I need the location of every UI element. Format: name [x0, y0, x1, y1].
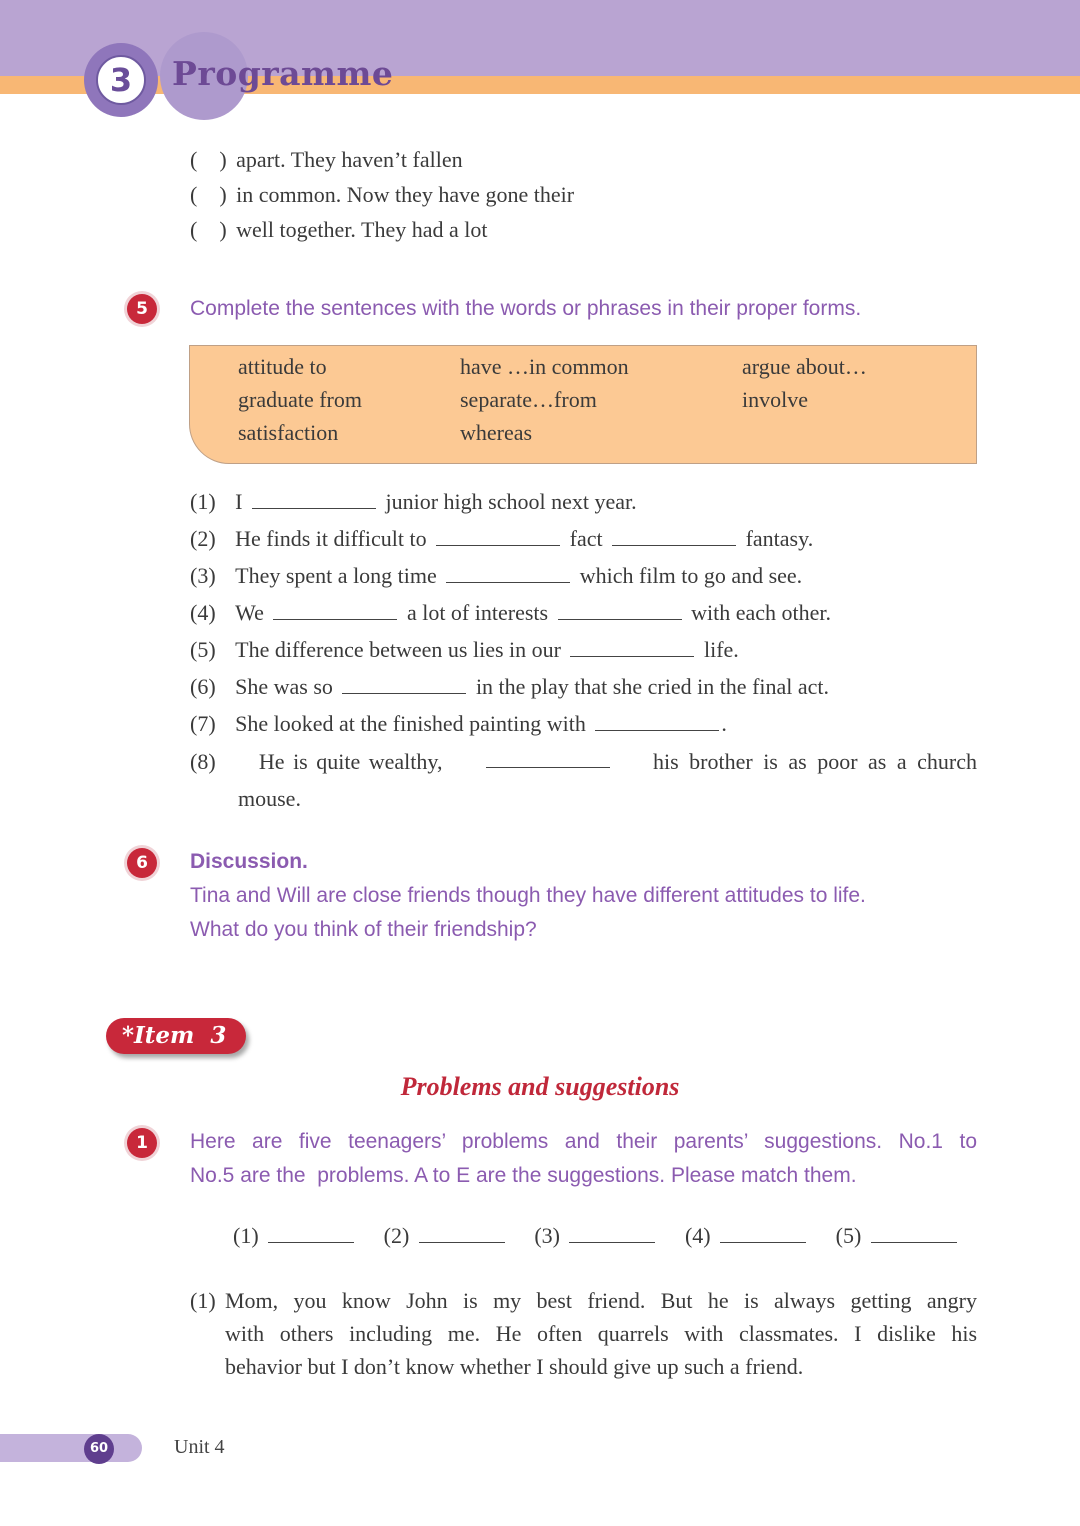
exercise-6-title: Discussion.: [190, 850, 308, 873]
answer-blank[interactable]: [436, 526, 560, 546]
answer-bracket: ( ): [190, 217, 227, 242]
answer-blank[interactable]: [612, 526, 736, 546]
bracket-line-text: apart. They haven’t fallen: [236, 147, 463, 172]
exercise-1-instruction-2: No.5 are the problems. A to E are the suggestions. Please match them.: [190, 1164, 857, 1187]
problem-1-number: (1): [190, 1288, 216, 1313]
answer-blank[interactable]: [268, 1223, 354, 1243]
answer-blank[interactable]: [871, 1223, 957, 1243]
sentence-number: (3): [190, 563, 216, 588]
exercise-1-instruction-1: Here are five teenagers’ problems and their parents’ suggestions. No.1 to: [190, 1130, 977, 1153]
sentence-number: (5): [190, 637, 216, 662]
sentence-2: [190, 525, 813, 553]
footer-band: [0, 1434, 142, 1462]
sentence-number: (7): [190, 711, 216, 736]
exercise-6-prompt-1: Tina and Will are close friends though they have different attitudes to life.: [190, 884, 866, 907]
bracket-line-3: [190, 216, 487, 244]
sentence-4: [190, 599, 831, 627]
sentence-1: [190, 488, 637, 516]
sentence-text: He is quite wealthy,: [258, 749, 443, 774]
word-item: have …in common: [460, 354, 629, 379]
section-title: Programme: [172, 54, 394, 93]
word-item: separate…from: [460, 387, 597, 412]
sentence-6: [190, 673, 829, 701]
sentence-text: with each other.: [691, 600, 831, 625]
sentence-number: (6): [190, 674, 216, 699]
word-item: involve: [742, 387, 808, 412]
problem-1-line-3: behavior but I don’t know whether I should give up such a friend.: [225, 1354, 804, 1379]
word-item: argue about…: [742, 354, 867, 379]
problem-1-line-1: Mom, you know John is my best friend. But he is always getting angry: [225, 1288, 977, 1313]
word-item: attitude to: [238, 354, 327, 379]
page-header: [0, 0, 1080, 120]
sentence-text: He finds it difficult to: [235, 526, 427, 551]
sentence-number: (8): [190, 749, 216, 774]
answer-blank[interactable]: [419, 1223, 505, 1243]
exercise-5-badge: 5: [127, 294, 157, 324]
answer-blank[interactable]: [273, 600, 397, 620]
bracket-line-text: well together. They had a lot: [236, 217, 488, 242]
section-number: 3: [96, 55, 146, 105]
item-tag: *Item 3: [106, 1018, 246, 1054]
sentence-text: .: [721, 711, 727, 736]
unit-label: Unit 4: [174, 1436, 225, 1458]
sentence-text: a lot of interests: [406, 600, 549, 625]
sentence-number: (4): [190, 600, 216, 625]
answer-blank[interactable]: [446, 563, 570, 583]
answer-blank[interactable]: [486, 748, 610, 768]
answer-label: (4): [684, 1223, 711, 1248]
sentence-text: She looked at the finished painting with: [235, 711, 586, 736]
sentence-number: (2): [190, 526, 216, 551]
sentence-text: She was so: [235, 674, 333, 699]
answer-blank[interactable]: [569, 1223, 655, 1243]
sentence-text: which film to go and see.: [579, 563, 803, 588]
answer-label: (2): [383, 1223, 410, 1248]
page-number: 60: [84, 1434, 114, 1464]
sentence-text: in the play that she cried in the final act.: [475, 674, 830, 699]
answer-blank[interactable]: [720, 1223, 806, 1243]
answer-blank[interactable]: [252, 489, 376, 509]
sentence-text: We: [235, 600, 264, 625]
answer-bracket: ( ): [190, 182, 227, 207]
answer-bracket: ( ): [190, 147, 227, 172]
answer-blank[interactable]: [558, 600, 682, 620]
exercise-6-badge: 6: [127, 848, 157, 878]
sentence-number: (1): [190, 489, 216, 514]
word-item: satisfaction: [238, 420, 339, 445]
sentence-text: The difference between us lies in our: [235, 637, 561, 662]
answer-label: (5): [835, 1223, 862, 1248]
bracket-line-1: [190, 146, 463, 174]
sentence-5: [190, 636, 739, 664]
word-item: whereas: [460, 420, 533, 445]
answer-blank[interactable]: [595, 711, 719, 731]
sentence-text: life.: [703, 637, 739, 662]
sentence-text: his brother is as poor as a church: [652, 749, 977, 774]
sentence-text: fantasy.: [745, 526, 814, 551]
bracket-line-text: in common. Now they have gone their: [236, 182, 575, 207]
sentence-text: junior high school next year.: [385, 489, 637, 514]
sentence-text: fact: [569, 526, 603, 551]
exercise-1-badge: 1: [127, 1128, 157, 1158]
exercise-6-prompt-2: What do you think of their friendship?: [190, 918, 537, 941]
problem-1-line-2: with others including me. He often quarrels with classmates. I dislike his: [225, 1321, 977, 1346]
sentence-text: They spent a long time: [235, 563, 437, 588]
exercise-5-instruction: Complete the sentences with the words or phrases in their proper forms.: [190, 297, 862, 320]
item-title: Problems and suggestions: [400, 1072, 680, 1101]
answer-row: [233, 1222, 957, 1250]
answer-blank[interactable]: [342, 674, 466, 694]
sentence-8-continuation: mouse.: [238, 786, 301, 811]
word-item: graduate from: [238, 387, 362, 412]
answer-label: (3): [534, 1223, 560, 1248]
sentence-7: [190, 710, 727, 738]
sentence-text: I: [235, 489, 243, 514]
sentence-3: [190, 562, 802, 590]
word-box: [189, 345, 977, 464]
bracket-line-2: [190, 181, 574, 209]
answer-blank[interactable]: [570, 637, 694, 657]
answer-label: (1): [233, 1223, 259, 1248]
sentence-8: [190, 748, 977, 776]
